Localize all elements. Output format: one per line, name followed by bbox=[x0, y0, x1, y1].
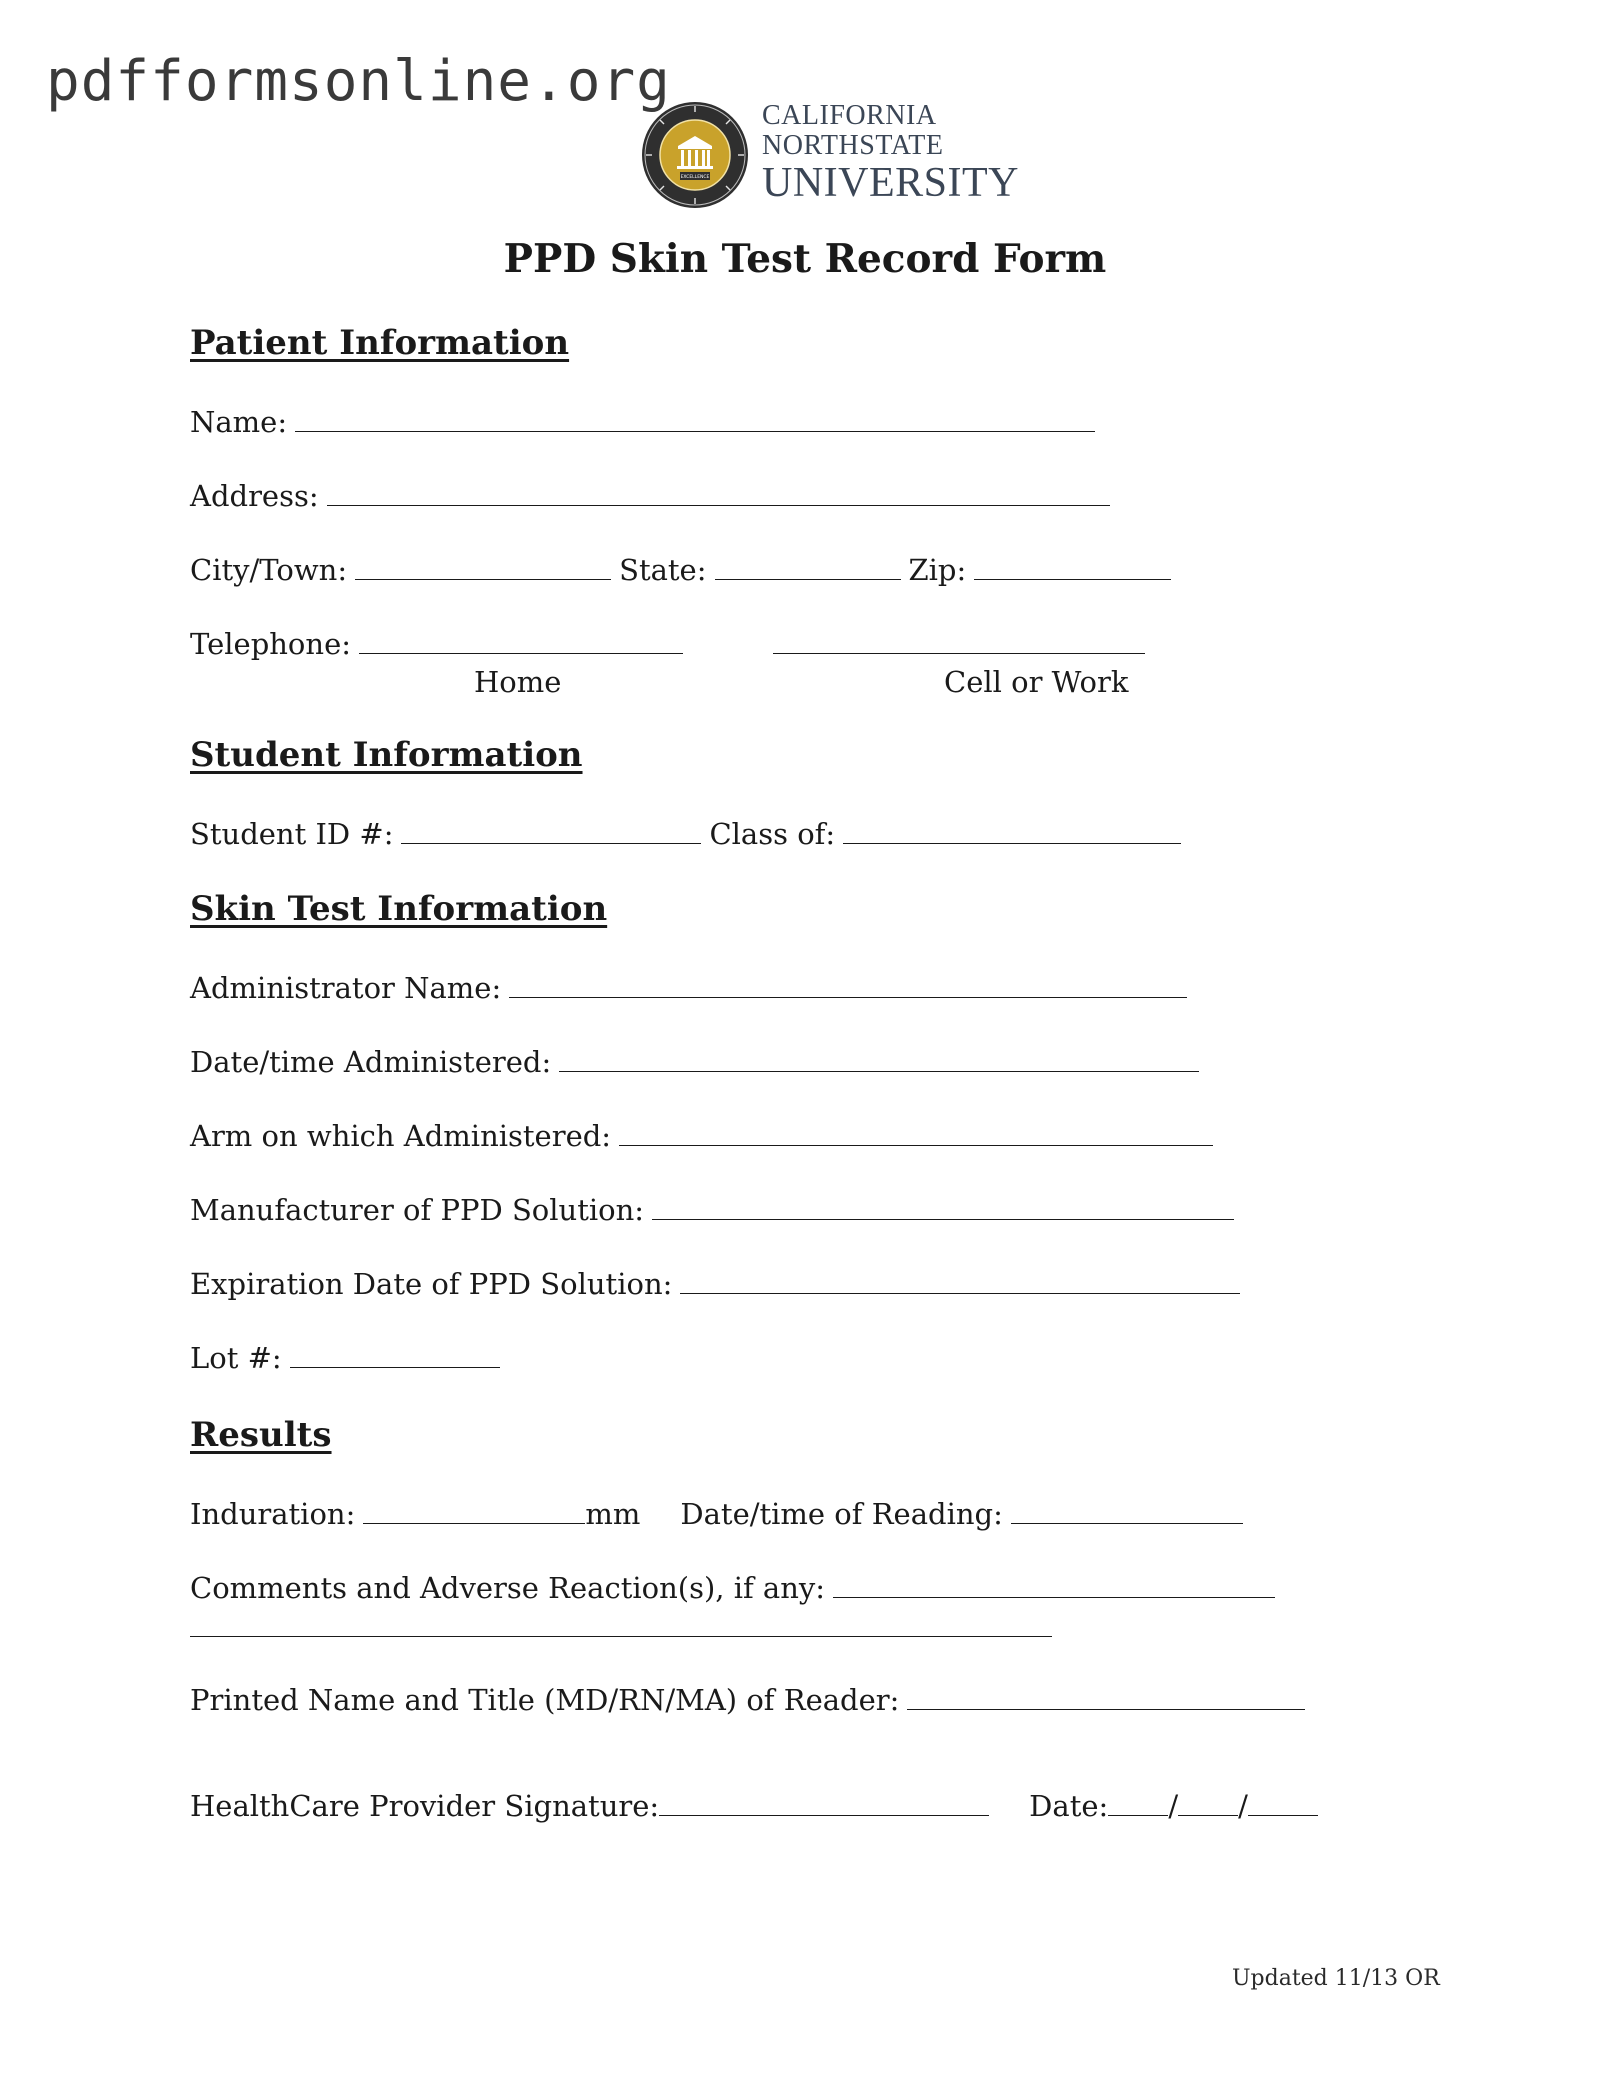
logo-line-1: CALIFORNIA bbox=[762, 100, 937, 131]
comments-row bbox=[190, 1571, 1275, 1605]
manufacturer-field[interactable] bbox=[652, 1197, 1234, 1220]
reading-field[interactable] bbox=[1011, 1501, 1243, 1524]
comments-label: Comments and Adverse Reaction(s), if any: bbox=[190, 1571, 826, 1605]
skin-test-heading: Skin Test Information bbox=[190, 889, 608, 929]
state-label: State: bbox=[619, 553, 707, 587]
university-name bbox=[762, 102, 1019, 204]
class-field[interactable] bbox=[843, 821, 1181, 844]
signature-field[interactable] bbox=[659, 1793, 989, 1816]
arm-field[interactable] bbox=[619, 1123, 1213, 1146]
date-month-field[interactable] bbox=[1108, 1793, 1168, 1816]
lot-row bbox=[190, 1341, 500, 1375]
date-label: Date: bbox=[1029, 1789, 1109, 1823]
results-heading: Results bbox=[190, 1415, 332, 1455]
date-administered-row bbox=[190, 1045, 1199, 1079]
student-id-row bbox=[190, 817, 1181, 851]
manufacturer-row bbox=[190, 1193, 1234, 1227]
student-heading: Student Information bbox=[190, 735, 583, 775]
induration-row bbox=[190, 1497, 1243, 1531]
induration-field[interactable] bbox=[363, 1501, 585, 1524]
address-field[interactable] bbox=[327, 483, 1110, 506]
student-id-label: Student ID #: bbox=[190, 817, 394, 851]
expiration-row bbox=[190, 1267, 1240, 1301]
telephone-row bbox=[190, 627, 1145, 661]
city-label: City/Town: bbox=[190, 553, 348, 587]
administrator-row bbox=[190, 971, 1187, 1005]
date-day-field[interactable] bbox=[1178, 1793, 1238, 1816]
address-row bbox=[190, 479, 1110, 513]
svg-text:EXCELLENCE: EXCELLENCE bbox=[680, 175, 710, 180]
university-seal-icon bbox=[640, 100, 750, 210]
name-field[interactable] bbox=[295, 409, 1095, 432]
patient-heading: Patient Information bbox=[190, 323, 570, 363]
signature-label: HealthCare Provider Signature: bbox=[190, 1789, 660, 1823]
induration-label: Induration: bbox=[190, 1497, 356, 1531]
city-state-zip-row bbox=[190, 553, 1171, 587]
date-administered-label: Date/time Administered: bbox=[190, 1045, 552, 1079]
mm-unit: mm bbox=[585, 1497, 641, 1531]
arm-label: Arm on which Administered: bbox=[190, 1119, 612, 1153]
lot-field[interactable] bbox=[290, 1345, 500, 1368]
date-year-field[interactable] bbox=[1248, 1793, 1318, 1816]
printed-name-field[interactable] bbox=[907, 1687, 1305, 1710]
administrator-field[interactable] bbox=[509, 975, 1187, 998]
printed-name-row bbox=[190, 1683, 1305, 1717]
address-label: Address: bbox=[190, 479, 319, 513]
date-separator: / bbox=[1238, 1789, 1248, 1823]
arm-row bbox=[190, 1119, 1213, 1153]
logo-line-2: NORTHSTATE bbox=[762, 130, 944, 161]
home-caption: Home bbox=[474, 665, 562, 699]
administrator-label: Administrator Name: bbox=[190, 971, 502, 1005]
telephone-label: Telephone: bbox=[190, 627, 352, 661]
comments-field-line-2[interactable] bbox=[190, 1614, 1052, 1637]
updated-note: Updated 11/13 OR bbox=[1232, 1966, 1440, 1991]
home-phone-field[interactable] bbox=[359, 631, 683, 654]
name-row bbox=[190, 405, 1095, 439]
expiration-field[interactable] bbox=[680, 1271, 1240, 1294]
cell-caption: Cell or Work bbox=[944, 665, 1129, 699]
manufacturer-label: Manufacturer of PPD Solution: bbox=[190, 1193, 645, 1227]
date-separator: / bbox=[1168, 1789, 1179, 1823]
zip-field[interactable] bbox=[974, 557, 1171, 580]
city-field[interactable] bbox=[355, 557, 611, 580]
name-label: Name: bbox=[190, 405, 288, 439]
cell-phone-field[interactable] bbox=[773, 631, 1145, 654]
state-field[interactable] bbox=[715, 557, 901, 580]
watermark-text: pdfformsonline.org bbox=[46, 49, 671, 114]
form-title: PPD Skin Test Record Form bbox=[503, 236, 1107, 282]
zip-label: Zip: bbox=[908, 553, 967, 587]
date-administered-field[interactable] bbox=[559, 1049, 1199, 1072]
printed-name-label: Printed Name and Title (MD/RN/MA) of Reader: bbox=[190, 1683, 900, 1717]
comments-field[interactable] bbox=[833, 1575, 1275, 1598]
student-id-field[interactable] bbox=[401, 821, 701, 844]
reading-label: Date/time of Reading: bbox=[680, 1497, 1003, 1531]
university-logo bbox=[640, 96, 1019, 212]
lot-label: Lot #: bbox=[190, 1341, 282, 1375]
signature-row bbox=[190, 1789, 1318, 1823]
expiration-label: Expiration Date of PPD Solution: bbox=[190, 1267, 673, 1301]
class-label: Class of: bbox=[709, 817, 836, 851]
comments-row-2 bbox=[190, 1614, 1052, 1637]
logo-line-3: UNIVERSITY bbox=[762, 160, 1019, 206]
